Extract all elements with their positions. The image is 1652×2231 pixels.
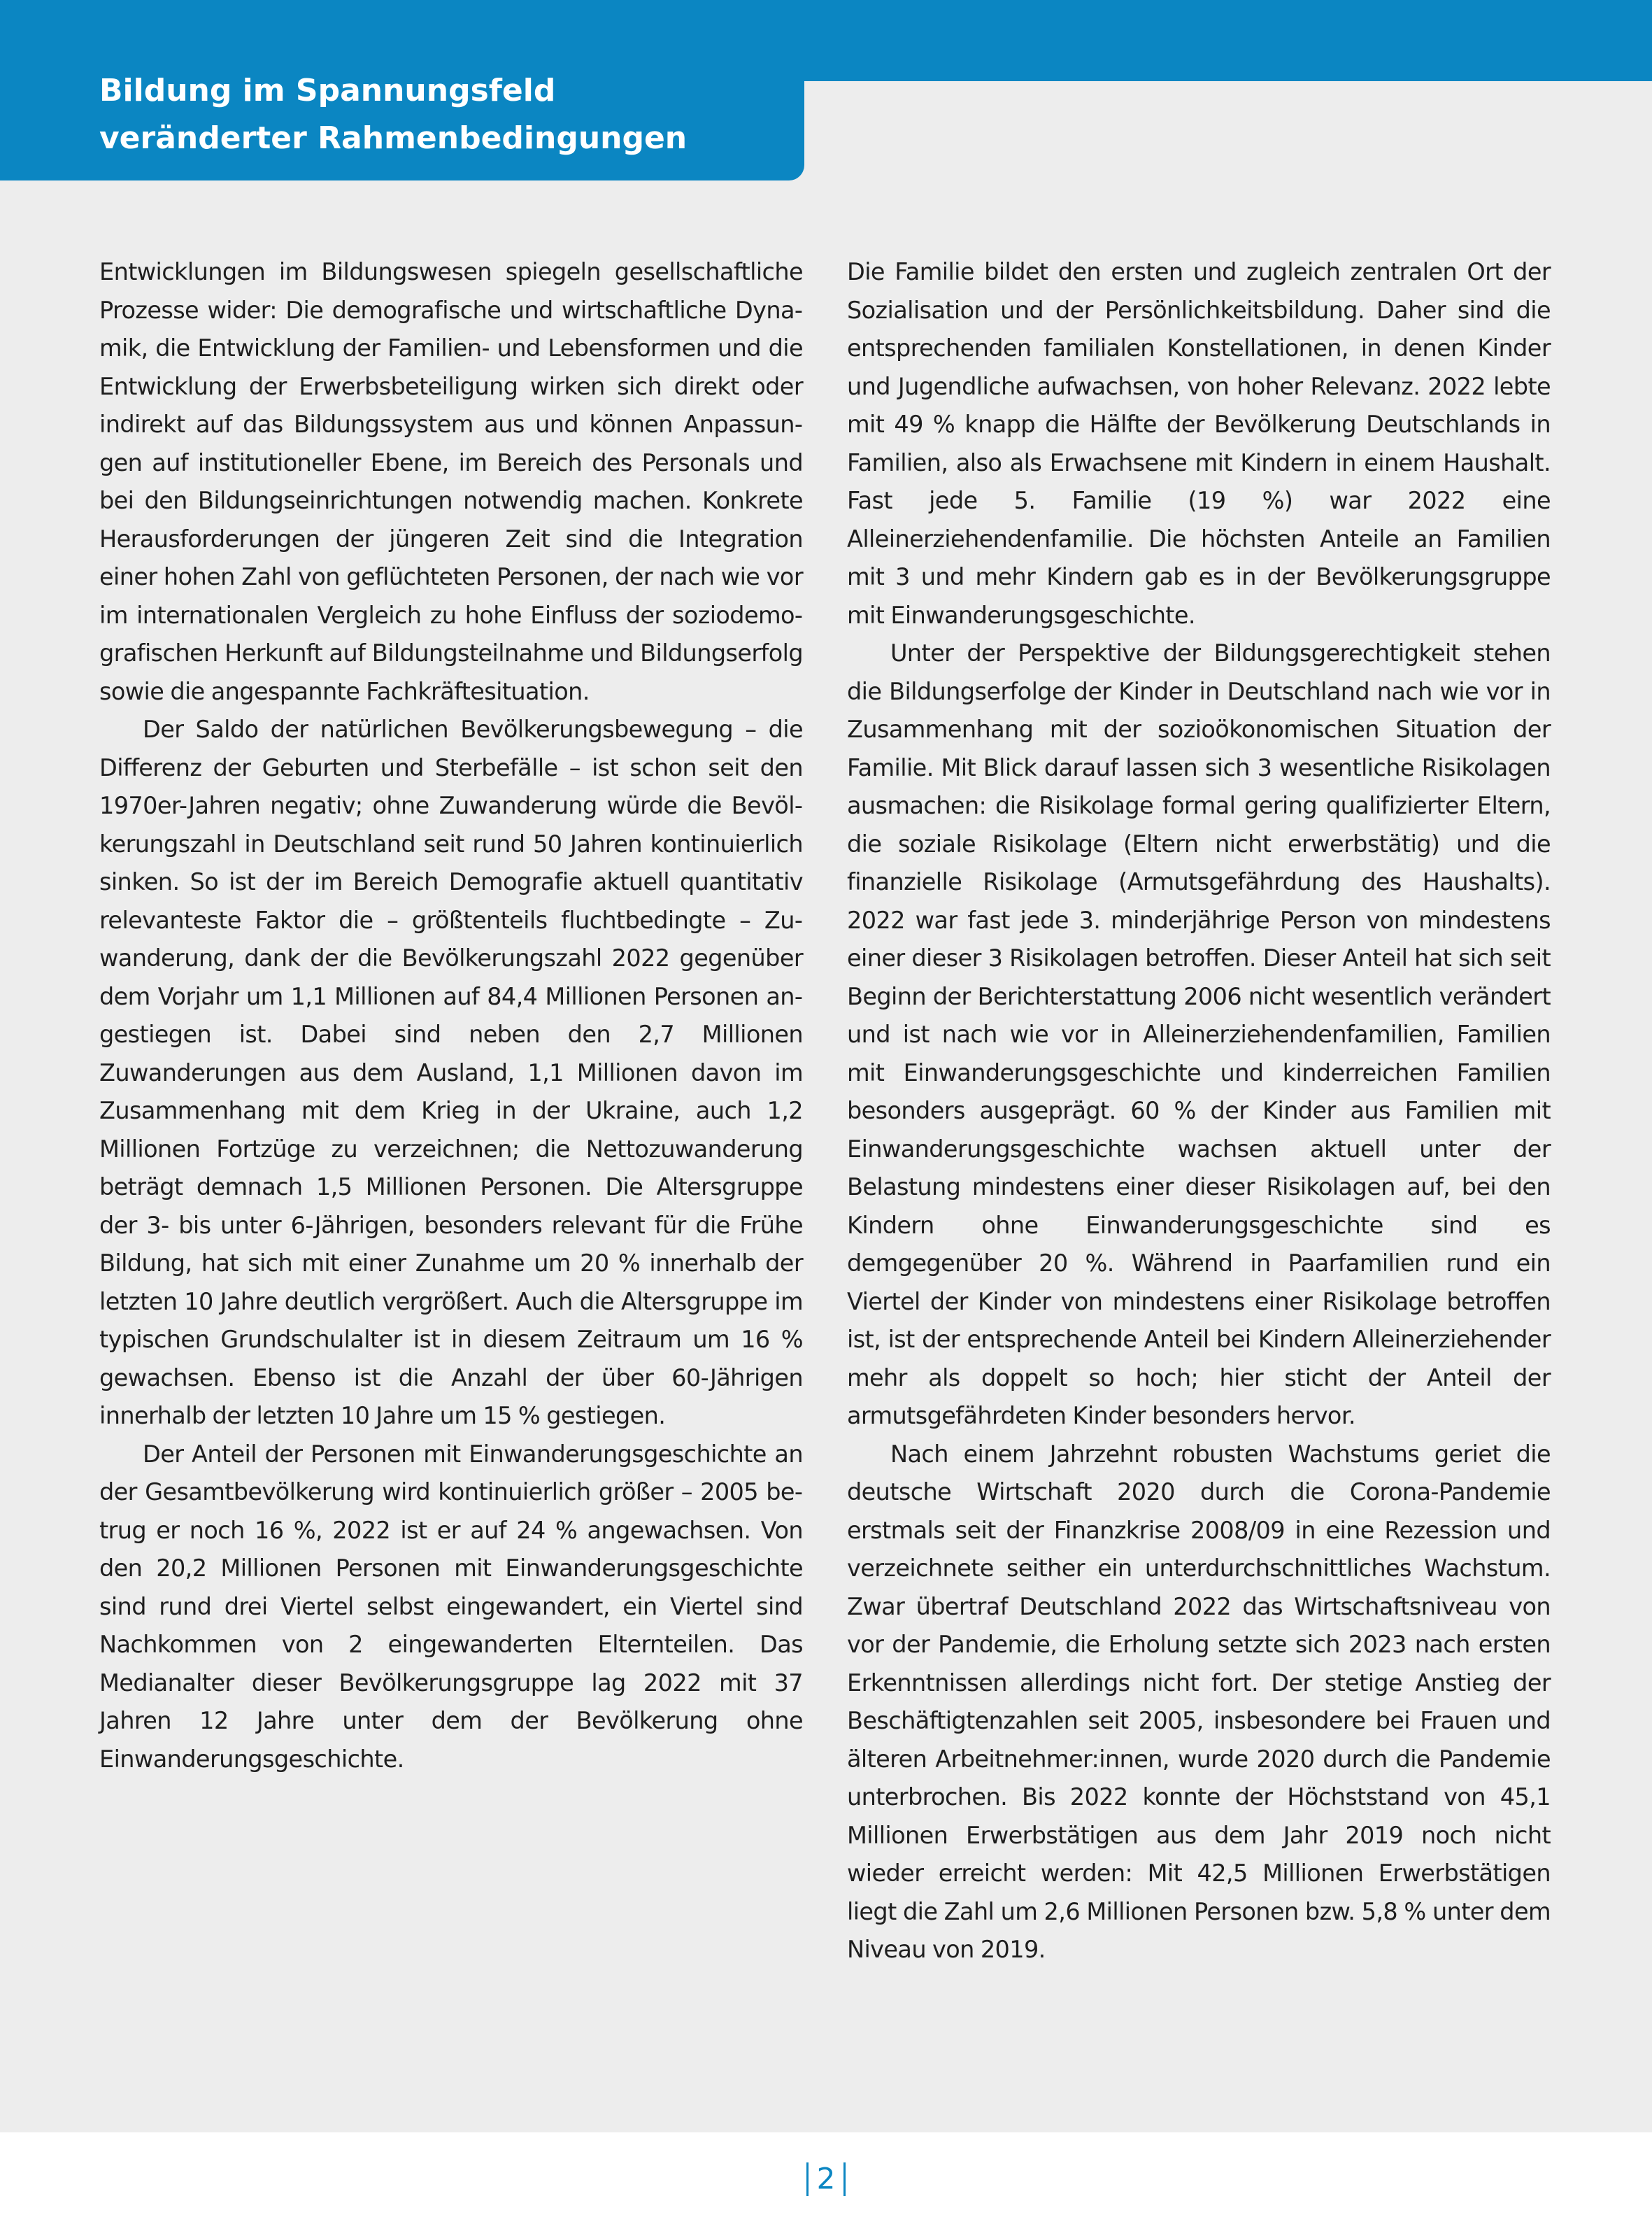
paragraph: Die Familie bildet den ersten und zugleich zentralen Ort der Sozialisation und der Persönlichkeitsbildung. Daher sind die entsprechenden familialen Konstellationen, in denen Kinder und Jugendliche aufwachsen, von hoher Relevanz. 2022 lebte mit 49 % knapp die Hälfte der Bevölkerung Deutschlands in Familien, also als Erwachsene mit Kindern in einem Haushalt. Fast jede 5. Familie (19 %) war 2022 eine Alleinerziehendenfamilie. Die höchsten Anteile an Familien mit 3 und mehr Kindern gab es in der Bevölkerungsgruppe mit Einwanderungsgeschichte. — [847, 258, 1551, 629]
page-number-value: 2 — [816, 2161, 836, 2196]
page-number — [0, 2160, 1652, 2197]
title-line-2: veränderter Rahmenbedingungen — [99, 120, 688, 156]
right-column — [847, 253, 1551, 1969]
page-number-divider-right — [843, 2162, 846, 2196]
title-line-1: Bildung im Spannungsfeld — [99, 73, 556, 108]
paragraph: Der Saldo der natürlichen Bevölkerungsbewegung – die Differenz der Geburten und Sterbefälle – ist schon seit den 1970er-Jahren negativ; ohne Zuwanderung würde die Bevölkerungszahl in Deutschland seit rund 50 Jahren kontinuierlich sinken. So ist der im Bereich Demografie aktuell quantitativ relevanteste Faktor die – größtenteils fluchtbedingte – Zuwanderung, dank der die Bevölkerungszahl 2022 gegenüber dem Vorjahr um 1,1 Millionen auf 84,4 Millionen Personen angestiegen ist. Dabei sind neben den 2,7 Millionen Zuwanderungen aus dem Ausland, 1,1 Millionen davon im Zusammenhang mit dem Krieg in der Ukraine, auch 1,2 Millionen Fortzüge zu verzeichnen; die Nettozuwanderung beträgt demnach 1,5 Millionen Personen. Die Altersgruppe der 3- bis unter 6-Jährigen, besonders relevant für die Frühe Bildung, hat sich mit einer Zunahme um 20 % innerhalb der letzten 10 Jahre deutlich vergrößert. Auch die Altersgruppe im typischen Grundschulalter ist in diesem Zeitraum um 16 % gewachsen. Ebenso ist die Anzahl der über 60-Jährigen innerhalb der letzten 10 Jahre um 15 % gestiegen. — [99, 716, 803, 1429]
paragraph: Der Anteil der Personen mit Einwanderungsgeschichte an der Gesamtbevölkerung wird kontinuierlich größer – 2005 betrug er noch 16 %, 2022 ist er auf 24 % angewachsen. Von den 20,2 Millionen Personen mit Einwanderungsgeschichte sind rund drei Viertel selbst eingewandert, ein Viertel sind Nachkommen von 2 eingewanderten Elternteilen. Das Medianalter dieser Bevölkerungsgruppe lag 2022 mit 37 Jahren 12 Jahre unter dem der Bevölkerung ohne Einwanderungsgeschichte. — [99, 1440, 803, 1773]
page-title — [99, 67, 687, 162]
header-block — [0, 0, 804, 180]
page-number-divider-left — [806, 2162, 809, 2196]
paragraph: Unter der Perspektive der Bildungsgerechtigkeit stehen die Bildungserfolge der Kinder in Deutschland nach wie vor in Zusammenhang mit der sozioökonomischen Situation der Familie. Mit Blick darauf lassen sich 3 wesentliche Risikolagen ausmachen: die Risikolage formal gering qualifizierter Eltern, die soziale Risikolage (Eltern nicht erwerbstätig) und die finanzielle Risikolage (Armutsgefährdung des Haushalts). 2022 war fast jede 3. minderjährige Person von mindestens einer dieser 3 Risikolagen betroffen. Dieser Anteil hat sich seit Beginn der Berichterstattung 2006 nicht wesentlich verändert und ist nach wie vor in Alleinerziehendenfamilien, Familien mit Einwanderungsgeschichte und kinderreichen Familien besonders ausgeprägt. 60 % der Kinder aus Familien mit Einwanderungsgeschichte wachsen aktuell unter der Belastung mindestens einer dieser Risikolagen auf, bei den Kindern ohne Einwanderungsgeschichte sind es demgegenüber 20 %. Während in Paarfamilien rund ein Viertel der Kinder von mindestens einer Risikolage betroffen ist, ist der entsprechende Anteil bei Kindern Alleinerziehender mehr als doppelt so hoch; hier sticht der Anteil der armutsgefährdeten Kinder besonders hervor. — [847, 639, 1551, 1429]
paragraph: Entwicklungen im Bildungswesen spiegeln gesellschaftliche Prozesse wider: Die demografische und wirtschaftliche Dynamik, die Entwicklung der Familien- und Lebensformen und die Entwicklung der Erwerbsbeteiligung wirken sich direkt oder indirekt auf das Bildungssystem aus und können Anpassungen auf institutioneller Ebene, im Bereich des Personals und bei den Bildungseinrichtungen notwendig machen. Konkrete Herausforderungen der jüngeren Zeit sind die Integration einer hohen Zahl von geflüchteten Personen, der nach wie vor im internationalen Vergleich zu hohe Einfluss der soziodemografischen Herkunft auf Bildungsteilnahme und Bildungserfolg sowie die angespannte Fachkräftesituation. — [99, 258, 803, 705]
left-column — [99, 253, 803, 1778]
paragraph: Nach einem Jahrzehnt robusten Wachstums geriet die deutsche Wirtschaft 2020 durch die Corona-Pandemie erstmals seit der Finanzkrise 2008/09 in eine Rezession und verzeichnete seither ein unterdurchschnittliches Wachstum. Zwar übertraf Deutschland 2022 das Wirtschaftsniveau von vor der Pandemie, die Erholung setzte sich 2023 nach ersten Erkenntnissen allerdings nicht fort. Der stetige Anstieg der Beschäftigtenzahlen seit 2005, insbesondere bei Frauen und älteren Arbeitnehmer:innen, wurde 2020 durch die Pandemie unterbrochen. Bis 2022 konnte der Höchststand von 45,1 Millionen Erwerbstätigen aus dem Jahr 2019 noch nicht wieder erreicht werden: Mit 42,5 Millionen Erwerbstätigen liegt die Zahl um 2,6 Millionen Personen bzw. 5,8 % unter dem Niveau von 2019. — [847, 1440, 1551, 1963]
